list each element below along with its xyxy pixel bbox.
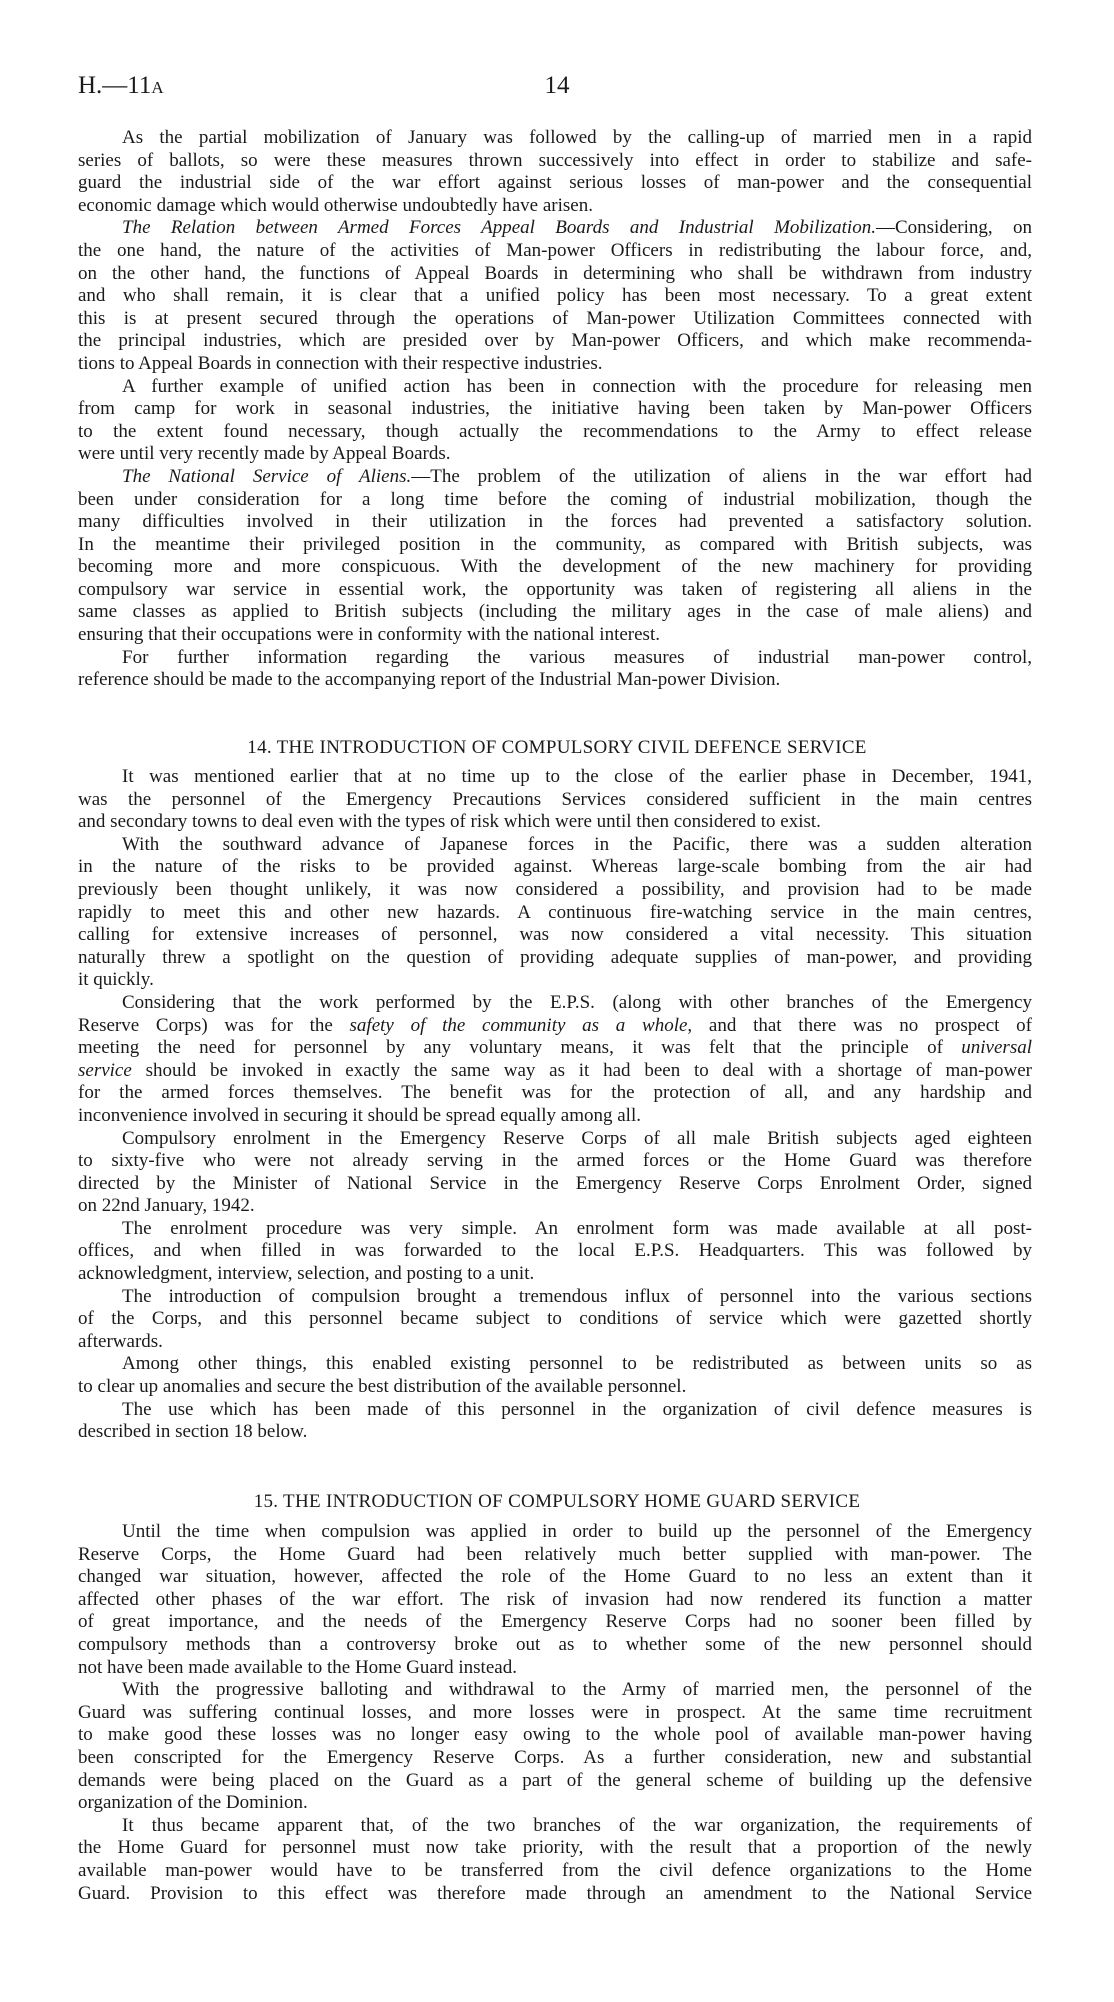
- paragraph: [78, 992, 1032, 1128]
- text-line: Compulsory enrolment in the Emergency Reserve Corps of all male British subjects aged eighteen: [122, 1127, 1032, 1149]
- text-line: naturally threw a spotlight on the question of providing adequate supplies of man-power, and providing: [78, 946, 1032, 968]
- paragraph: [78, 1128, 1032, 1218]
- text-line: The introduction of compulsion brought a tremendous influx of personnel into the various sections: [122, 1285, 1032, 1307]
- paragraph: [78, 834, 1032, 992]
- text-line: becoming more and more conspicuous. With the development of the new machinery for providing: [78, 556, 1032, 578]
- text-line: demands were being placed on the Guard as a part of the general scheme of building up the defensive: [78, 1769, 1032, 1791]
- header-code-suffix: A: [151, 78, 164, 97]
- text-line: Considering that the work performed by the E.P.S. (along with other branches of the Emergency: [122, 991, 1032, 1013]
- page-number: 14: [544, 72, 570, 99]
- text-line: Reserve Corps, the Home Guard had been relatively much better supplied with man-power. The: [78, 1543, 1032, 1565]
- paragraph: [78, 1815, 1032, 1905]
- section-heading: 14. THE INTRODUCTION OF COMPULSORY CIVIL DEFENCE SERVICE: [247, 737, 867, 758]
- paragraph: [78, 217, 1032, 375]
- text-line: and who shall remain, it is clear that a unified policy has been most necessary. To a great extent: [78, 285, 1032, 307]
- text-line: it quickly.: [78, 969, 154, 991]
- text-line: [78, 1037, 1032, 1060]
- text-line: As the partial mobilization of January was followed by the calling-up of married men in a rapid: [122, 127, 1032, 148]
- paragraph: [78, 1353, 1032, 1398]
- text-line: Guard was suffering continual losses, and more losses were in prospect. At the same time recruitment: [78, 1701, 1032, 1723]
- text-line: [78, 1060, 1032, 1083]
- italic-run: safety of the community as a whole: [349, 1014, 688, 1036]
- text-line: guard the industrial side of the war effort against serious losses of man-power and the consequential: [78, 172, 1032, 194]
- text-line: organization of the Dominion.: [78, 1792, 308, 1814]
- text-line: the one hand, the nature of the activities of Man-power Officers in redistributing the labour force, and,: [78, 239, 1032, 261]
- text-line: Among other things, this enabled existing personnel to be redistributed as between units so as: [122, 1353, 1032, 1375]
- text-line: were until very recently made by Appeal Boards.: [78, 443, 451, 465]
- text-run: should be invoked in exactly the same way as it had been to deal with a shortage of man-power: [131, 1059, 1032, 1081]
- text-line: calling for extensive increases of personnel, was now considered a vital necessity. This situation: [78, 924, 1032, 946]
- text-line: It was mentioned earlier that at no time up to the close of the earlier phase in December, 1941,: [122, 766, 1032, 787]
- header-code: H.—11: [78, 72, 152, 99]
- text-line: offices, and when filled in was forwarded to the local E.P.S. Headquarters. This was followed by: [78, 1240, 1032, 1262]
- text-line: for the armed forces themselves. The benefit was for the protection of all, and any hardship and: [78, 1082, 1032, 1104]
- text-line: acknowledgment, interview, selection, and posting to a unit.: [78, 1263, 535, 1285]
- text-line: to the extent found necessary, though actually the recommendations to the Army to effect release: [78, 420, 1032, 442]
- text-line: on 22nd January, 1942.: [78, 1195, 255, 1217]
- text-line: With the progressive balloting and withdrawal to the Army of married men, the personnel of the: [122, 1679, 1032, 1701]
- text-line: many difficulties involved in their utilization in the forces had prevented a satisfactory solution.: [78, 511, 1032, 533]
- text-line: changed war situation, however, affected the role of the Home Guard to no less an extent than it: [78, 1566, 1032, 1588]
- section-heading: 15. THE INTRODUCTION OF COMPULSORY HOME GUARD SERVICE: [253, 1491, 861, 1512]
- paragraph: [78, 1399, 1032, 1444]
- text-line: Until the time when compulsion was applied in order to build up the personnel of the Emergency: [122, 1521, 1032, 1542]
- text-line: to sixty-five who were not already serving in the armed forces or the Home Guard was therefore: [78, 1150, 1032, 1172]
- text-line: A further example of unified action has been in connection with the procedure for releasing men: [122, 375, 1032, 397]
- text-run: meeting the need for personnel by any voluntary means, it was felt that the principle of: [78, 1037, 962, 1059]
- paragraph: [78, 647, 1032, 692]
- text-line: of great importance, and the needs of the Emergency Reserve Corps had no sooner been filled by: [78, 1611, 1032, 1633]
- text-line: to clear up anomalies and secure the best distribution of the available personnel.: [78, 1376, 687, 1398]
- text-line: Guard. Provision to this effect was therefore made through an amendment to the National Service: [78, 1882, 1032, 1904]
- text-line: The enrolment procedure was very simple. An enrolment form was made available at all post-: [122, 1217, 1032, 1239]
- italic-run: universal: [961, 1037, 1032, 1059]
- text-line: to make good these losses was no longer easy owing to the whole pool of available man-power having: [78, 1724, 1032, 1746]
- text-run: , and that there was no prospect of: [687, 1014, 1032, 1036]
- text-line: described in section 18 below.: [78, 1421, 308, 1443]
- text-line: compulsory methods than a controversy broke out as to whether some of the new personnel should: [78, 1633, 1032, 1655]
- text-line: tions to Appeal Boards in connection with their respective industries.: [78, 352, 603, 374]
- text-run: Reserve Corps) was for the: [78, 1014, 350, 1036]
- text-line: [78, 217, 1032, 240]
- text-line: For further information regarding the various measures of industrial man-power control,: [122, 646, 1032, 668]
- text-line: was the personnel of the Emergency Precautions Services considered sufficient in the main centres: [78, 788, 1032, 810]
- text-line: previously been thought unlikely, it was now considered a possibility, and provision had to be made: [78, 878, 1032, 900]
- paragraph: [78, 127, 1032, 217]
- paragraph: [78, 1286, 1032, 1354]
- text-line: economic damage which would otherwise undoubtedly have arisen.: [78, 194, 593, 216]
- paragraph: [78, 1679, 1032, 1815]
- text-line: in the nature of the risks to be provided against. Whereas large-scale bombing from the air had: [78, 856, 1032, 878]
- text-line: affected other phases of the war effort. The risk of invasion had now rendered its function a matter: [78, 1588, 1032, 1610]
- text-line: ensuring that their occupations were in conformity with the national interest.: [78, 624, 660, 646]
- text-line: series of ballots, so were these measures thrown successively into effect in order to stabilize and safe-: [78, 149, 1032, 171]
- text-line: With the southward advance of Japanese forces in the Pacific, there was a sudden alteration: [122, 833, 1032, 855]
- text-line: compulsory war service in essential work, the opportunity was taken of registering all aliens in the: [78, 578, 1032, 600]
- text-line: the principal industries, which are presided over by Man-power Officers, and which make recommenda-: [78, 330, 1032, 352]
- paragraph: [78, 766, 1032, 834]
- text-run: —Considering, on: [875, 217, 1032, 239]
- text-line: available man-power would have to be transferred from the civil defence organizations to the Home: [78, 1859, 1032, 1881]
- text-line: on the other hand, the functions of Appeal Boards in determining who shall be withdrawn from industry: [78, 262, 1032, 284]
- text-line: been under consideration for a long time before the coming of industrial mobilization, though the: [78, 488, 1032, 510]
- text-line: this is at present secured through the operations of Man-power Utilization Committees connected with: [78, 307, 1032, 329]
- text-line: The use which has been made of this personnel in the organization of civil defence measures is: [122, 1398, 1032, 1420]
- text-line: [78, 466, 1032, 489]
- section-body: [78, 127, 1032, 692]
- text-line: the Home Guard for personnel must now take priority, with the result that a proportion of the newly: [78, 1837, 1032, 1859]
- section-body: [78, 1521, 1032, 1905]
- paragraph: [78, 466, 1032, 647]
- text-line: same classes as applied to British subjects (including the military ages in the case of male aliens) and: [78, 601, 1032, 623]
- text-run: —The problem of the utilization of aliens in the war effort had: [411, 465, 1032, 487]
- italic-run: The National Service of Aliens.: [122, 465, 412, 487]
- text-line: rapidly to meet this and other new hazards. A continuous fire-watching service in the main centres,: [78, 901, 1032, 923]
- text-line: reference should be made to the accompanying report of the Industrial Man-power Division.: [78, 669, 781, 691]
- text-line: from camp for work in seasonal industries, the initiative having been taken by Man-power Officers: [78, 398, 1032, 420]
- italic-run: service: [78, 1059, 132, 1081]
- text-line: afterwards.: [78, 1330, 163, 1352]
- italic-run: The Relation between Armed Forces Appeal Boards and Industrial Mobilization.: [122, 217, 876, 239]
- paragraph: [78, 376, 1032, 466]
- text-line: of the Corps, and this personnel became subject to conditions of service which were gazetted shortly: [78, 1308, 1032, 1330]
- text-line: and secondary towns to deal even with the types of risk which were until then considered to exist.: [78, 811, 821, 833]
- text-line: In the meantime their privileged position in the community, as compared with British subjects, was: [78, 533, 1032, 555]
- text-line: [78, 1015, 1032, 1038]
- paragraph: [78, 1218, 1032, 1286]
- section-body: [78, 766, 1032, 1444]
- text-line: not have been made available to the Home Guard instead.: [78, 1656, 517, 1678]
- text-line: directed by the Minister of National Service in the Emergency Reserve Corps Enrolment Order, signed: [78, 1172, 1032, 1194]
- text-line: It thus became apparent that, of the two branches of the war organization, the requirements of: [122, 1814, 1032, 1836]
- paragraph: [78, 1521, 1032, 1679]
- text-line: been conscripted for the Emergency Reserve Corps. As a further consideration, new and substantial: [78, 1746, 1032, 1768]
- text-line: inconvenience involved in securing it should be spread equally among all.: [78, 1104, 641, 1126]
